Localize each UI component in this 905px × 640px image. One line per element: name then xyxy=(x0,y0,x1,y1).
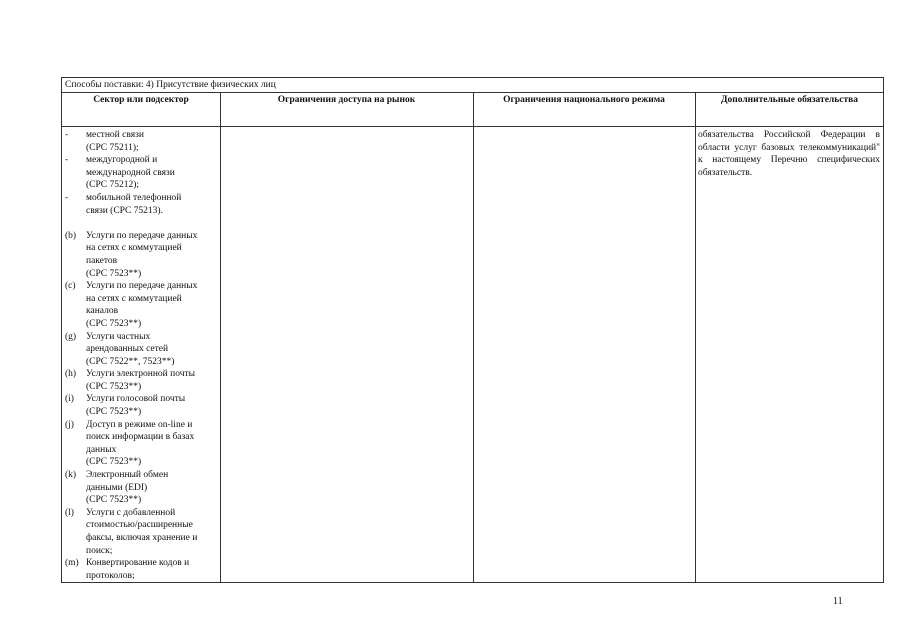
sector-item-text xyxy=(86,393,218,418)
sector-item xyxy=(65,280,218,330)
sector-item-line: (CPC 75211); xyxy=(86,142,139,153)
sector-item xyxy=(65,331,218,369)
sector-item-line: Услуги с добавленной xyxy=(86,507,176,518)
market-access-column xyxy=(220,127,473,582)
sector-item-text xyxy=(86,154,218,192)
sector-item-line: поиск; xyxy=(86,545,113,556)
sector-item-text xyxy=(86,129,218,154)
sector-column xyxy=(62,127,220,582)
header-national-treatment: Ограничения национального режима xyxy=(503,95,665,105)
sector-item-line: поиск информации в базах xyxy=(86,432,195,443)
sector-item-line: (CPC 7523**) xyxy=(86,407,142,418)
sector-item-text xyxy=(86,419,218,469)
sector-item-line: Услуги голосовой почты xyxy=(86,394,186,405)
sector-item-line: (CPC 75212); xyxy=(86,180,140,191)
sector-item-line: Электронный обмен xyxy=(86,470,169,481)
sector-item xyxy=(65,368,218,393)
sector-item-line: Услуги по передаче данных xyxy=(86,281,198,292)
commitments-table xyxy=(61,77,884,583)
sector-item-marker: (i) xyxy=(65,394,74,405)
sector-item-marker: (k) xyxy=(65,470,77,481)
sector-item-text xyxy=(86,557,218,582)
sector-item-line: международной связи xyxy=(86,167,175,178)
sector-item-line: протоколов; xyxy=(86,570,135,581)
sector-item-line: Услуги частных xyxy=(86,331,151,342)
header-market-access: Ограничения доступа на рынок xyxy=(277,95,416,105)
sector-item xyxy=(65,192,218,217)
sector-item-marker: (l) xyxy=(65,507,74,518)
sector-item xyxy=(65,129,218,154)
sector-item-line: (CPC 7523**) xyxy=(86,381,142,392)
sector-item-line: Конвертирование кодов и xyxy=(86,558,190,569)
sector-item-line: факсы, включая хранение и xyxy=(86,533,198,543)
sector-item-text xyxy=(86,469,218,507)
sector-item-text xyxy=(86,230,218,280)
sector-item-text xyxy=(86,280,218,330)
sector-item-line: данными (EDI) xyxy=(86,482,148,493)
sector-item-marker: - xyxy=(65,192,69,203)
supply-modes-row: Способы поставки: 4) Присутствие физических лиц xyxy=(62,78,883,93)
sector-item-marker: - xyxy=(65,155,69,166)
sector-item-marker: (h) xyxy=(65,369,77,380)
sector-item-text xyxy=(86,331,218,369)
sector-item-line: данных xyxy=(86,444,117,455)
sector-item-line: на сетях с коммутацией xyxy=(86,293,182,304)
sector-item-line: (CPC 7523**) xyxy=(86,495,142,506)
header-additional: Дополнительные обязательства xyxy=(720,95,859,105)
additional-commitments-text: обязательства Российской Федерации в области услуг базовых телекоммуникаций" к настоящему Перечню специфических обязательств. xyxy=(698,130,880,178)
sector-item-marker: (m) xyxy=(65,558,79,569)
sector-item xyxy=(65,393,218,418)
spacer xyxy=(65,217,218,230)
sector-item-line: пакетов xyxy=(86,255,118,266)
sector-item-line: стоимостью/расширенные xyxy=(86,520,193,531)
national-treatment-column xyxy=(473,127,695,582)
sector-item-text xyxy=(86,192,218,217)
sector-item-line: Доступ в режиме on-line и xyxy=(86,419,193,430)
sector-item xyxy=(65,419,218,469)
sector-item-line: (CPC 7523**) xyxy=(86,318,142,329)
sector-item xyxy=(65,154,218,192)
page-number: 11 xyxy=(833,596,843,607)
sector-item xyxy=(65,507,218,557)
sector-item xyxy=(65,557,218,582)
sector-item-line: (CPC 7522**, 7523**) xyxy=(86,356,175,367)
sector-item-marker: (g) xyxy=(65,331,77,342)
sector-item-line: междугородной и xyxy=(86,155,158,166)
sector-item-line: Услуги электронной почты xyxy=(86,369,196,380)
sector-item-line: (CPC 7523**) xyxy=(86,457,142,468)
header-sector: Сектор или подсектор xyxy=(93,95,189,105)
sector-item-text xyxy=(86,368,218,393)
sector-item-line: на сетях с коммутацией xyxy=(86,243,182,254)
sector-item xyxy=(65,230,218,280)
sector-item-marker: (c) xyxy=(65,281,76,292)
sector-item xyxy=(65,469,218,507)
sector-item-line: связи (CPC 75213). xyxy=(86,205,163,216)
sector-item-marker: - xyxy=(65,130,69,140)
sector-item-line: арендованных сетей xyxy=(86,344,169,355)
sector-item-marker: (j) xyxy=(65,419,74,430)
sector-item-line: Услуги по передаче данных xyxy=(86,230,198,241)
sector-item-line: (CPC 7523**) xyxy=(86,268,142,279)
sector-item-line: каналов xyxy=(86,306,119,317)
sector-item-line: мобильной телефонной xyxy=(86,192,182,203)
sector-item-text xyxy=(86,507,218,557)
sector-item-line: местной связи xyxy=(86,130,144,140)
sector-item-marker: (b) xyxy=(65,230,77,241)
